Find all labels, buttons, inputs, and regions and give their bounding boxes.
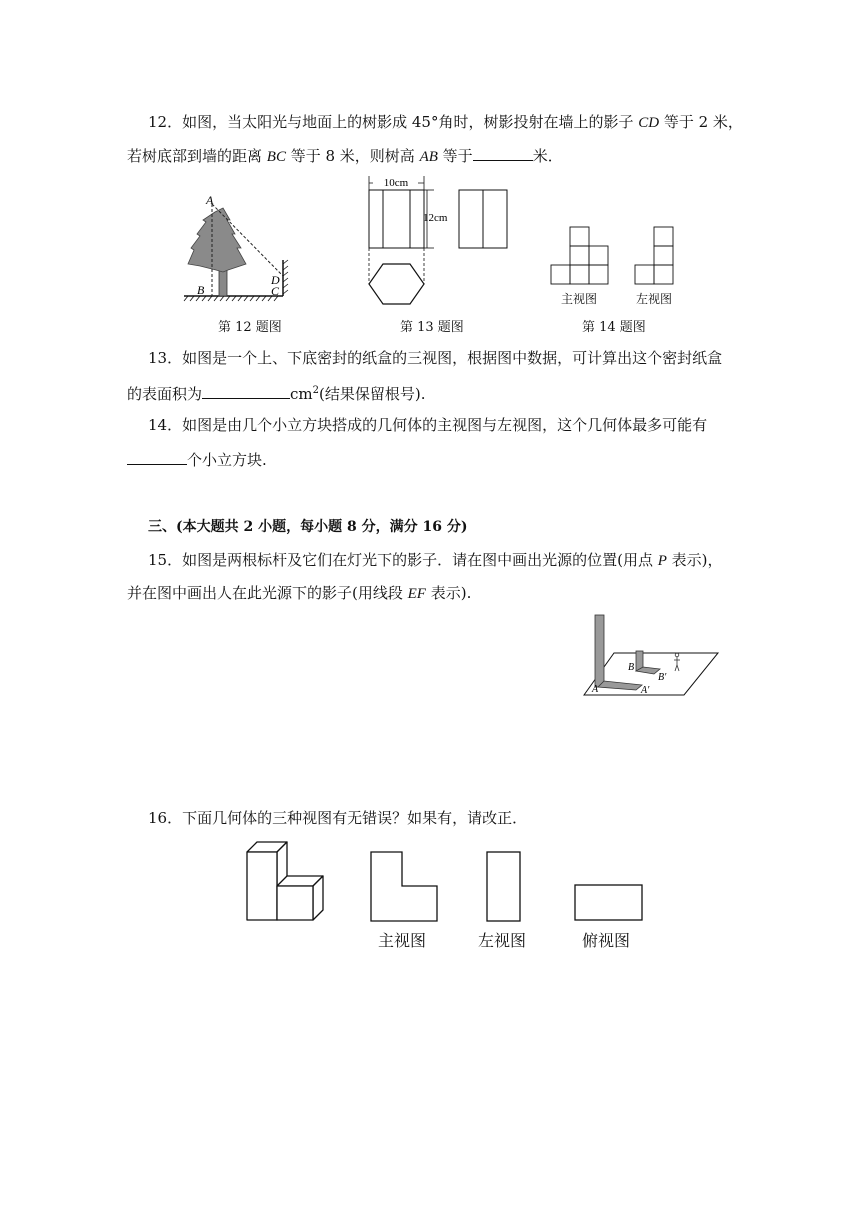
label-A: A xyxy=(592,684,599,695)
figure-16-top-view xyxy=(574,884,644,922)
label-A-prime: A′ xyxy=(641,685,650,696)
figure-16-solid xyxy=(243,838,333,928)
label-C: C xyxy=(271,284,280,298)
figure-13-three-views xyxy=(360,170,540,305)
fig16-top-label: 俯视图 xyxy=(582,931,631,950)
q12-line1: 12．如图，当太阳光与地面上的树影成 45°角时，树影投射在墙上的影子 CD 等于 2 米， xyxy=(148,113,743,131)
caption-fig13: 第 13 题图 xyxy=(400,320,464,335)
figure-16-left-view xyxy=(486,851,522,923)
q14-line2: 个小立方块. xyxy=(127,450,267,470)
label-A: A xyxy=(206,193,214,207)
q14-line1: 14．如图是由几个小立方块搭成的几何体的主视图与左视图，这个几何体最多可能有 xyxy=(148,416,708,434)
caption-fig12: 第 12 题图 xyxy=(218,320,282,335)
dim-12cm: 12cm xyxy=(423,212,448,224)
q12-line2: 若树底部到墙的距离 BC 等于 8 米，则树高 AB 等于 米． xyxy=(127,147,563,165)
fig14-left-label: 左视图 xyxy=(636,292,673,306)
label-B: B xyxy=(197,283,205,297)
fig14-front-label: 主视图 xyxy=(561,292,598,306)
fig16-left-label: 左视图 xyxy=(478,931,527,950)
label-B: B xyxy=(628,662,635,673)
front-view-grid xyxy=(551,227,608,284)
answer-blank[interactable] xyxy=(473,146,533,161)
label-D: D xyxy=(271,273,280,287)
q13-line1: 13．如图是一个上、下底密封的纸盒的三视图，根据图中数据，可计算出这个密封纸盒 xyxy=(148,349,723,367)
section-3-title: 三、(本大题共 2 小题，每小题 8 分，满分 16 分) xyxy=(148,519,468,535)
answer-blank[interactable] xyxy=(127,450,187,465)
fig16-front-label: 主视图 xyxy=(378,931,427,950)
figure-16-front-view xyxy=(370,851,440,923)
label-B-prime: B′ xyxy=(658,672,667,683)
caption-fig14: 第 14 题图 xyxy=(582,320,646,335)
q13-line2: 的表面积为 $cm^2$(结果保留根号). xyxy=(127,385,426,403)
q16-line1: 16．下面几何体的三种视图有无错误？如果有，请改正． xyxy=(148,809,528,827)
q15-line1: 15．如图是两根标杆及它们在灯光下的影子．请在图中画出光源的位置(用点 P 表示)， xyxy=(148,551,723,569)
dim-10cm: 10cm xyxy=(383,177,409,189)
figure-12-tree xyxy=(180,190,300,310)
left-view-grid xyxy=(635,227,673,284)
person-icon xyxy=(674,653,680,671)
answer-blank[interactable] xyxy=(202,384,290,399)
figure-15-poles-shadows xyxy=(580,613,720,698)
q15-line2: 并在图中画出人在此光源下的影子(用线段 EF 表示). xyxy=(127,584,472,602)
